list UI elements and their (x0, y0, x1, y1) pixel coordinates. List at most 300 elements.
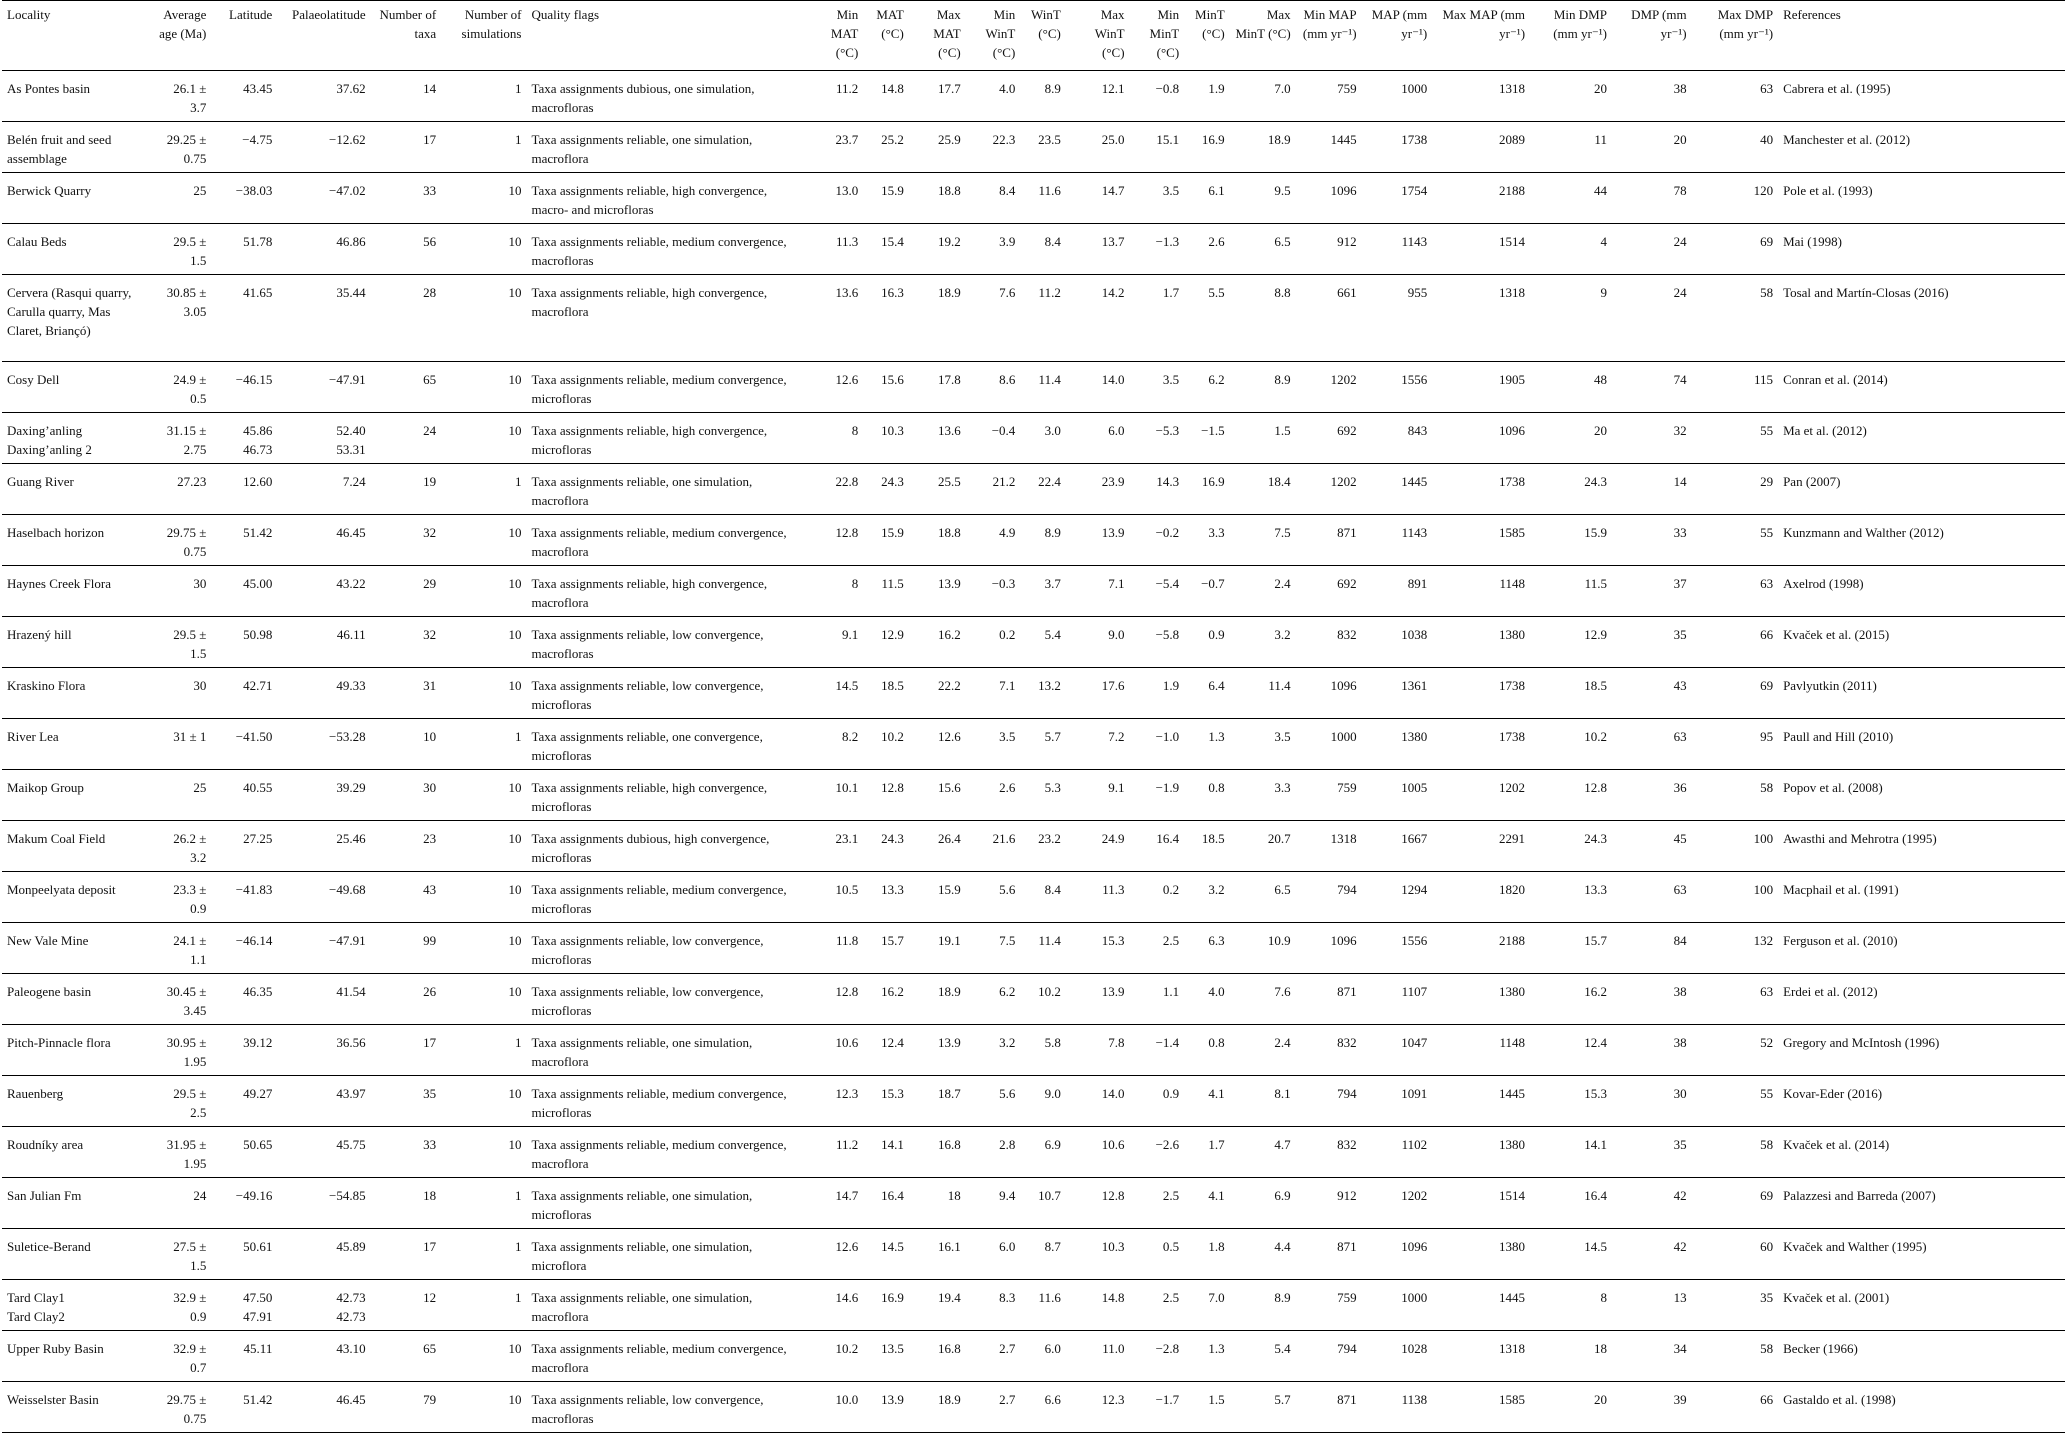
climate-value-cell: 1005 (1362, 770, 1433, 821)
climate-value-cell: 1294 (1362, 872, 1433, 923)
climate-value-cell: 3.5 (1130, 362, 1185, 413)
simulations-cell: 10 (441, 413, 526, 464)
climate-value-cell: 78 (1612, 173, 1692, 224)
palaeolatitude-cell-line: −47.91 (329, 933, 366, 948)
locality-cell (2, 1280, 152, 1331)
climate-value-cell: 692 (1296, 566, 1362, 617)
palaeolatitude-cell-line: 43.97 (336, 1086, 366, 1101)
climate-value-cell: 1.1 (1130, 974, 1185, 1025)
palaeolatitude-cell (277, 617, 370, 668)
quality-flags-cell: Taxa assignments reliable, one convergence, microfloras (527, 719, 804, 770)
climate-value-cell: 8 (1530, 1280, 1612, 1331)
latitude-cell-line: −41.83 (235, 882, 273, 897)
locality-cell (2, 413, 152, 464)
climate-value-cell: 10.7 (1020, 1178, 1066, 1229)
climate-value-cell: 3.9 (966, 224, 1021, 275)
simulations-cell: 1 (441, 1280, 526, 1331)
climate-value-cell: 1380 (1432, 1229, 1530, 1280)
climate-value-cell: 2.7 (966, 1331, 1021, 1382)
climate-value-cell: 10.6 (1066, 1127, 1130, 1178)
climate-value-cell: 1000 (1296, 719, 1362, 770)
climate-value-cell: 42 (1612, 1229, 1692, 1280)
climate-value-cell: 132 (1692, 923, 1778, 974)
climate-value-cell: 32 (1612, 413, 1692, 464)
climate-value-cell: 794 (1296, 872, 1362, 923)
climate-value-cell: 13.9 (1066, 974, 1130, 1025)
taxa-count-cell: 10 (371, 719, 442, 770)
climate-value-cell: 1585 (1432, 1382, 1530, 1433)
climate-value-cell: 1318 (1432, 71, 1530, 122)
climate-value-cell: 13.9 (1066, 515, 1130, 566)
climate-value-cell: 1047 (1362, 1025, 1433, 1076)
palaeolatitude-cell-line: 46.86 (336, 234, 366, 249)
latitude-cell (211, 1178, 277, 1229)
locality-cell-line: As Pontes basin (7, 81, 91, 96)
locality-cell-line: Paleogene basin (7, 984, 92, 999)
latitude-cell-line: 46.35 (243, 984, 273, 999)
reference-cell: Erdei et al. (2012) (1778, 974, 2065, 1025)
climate-value-cell: 14.5 (803, 668, 863, 719)
latitude-cell (211, 1382, 277, 1433)
climate-value-cell: 759 (1296, 71, 1362, 122)
quality-flags-cell: Taxa assignments reliable, low convergence, macrofloras (527, 1382, 804, 1433)
climate-value-cell: 35 (1612, 617, 1692, 668)
climate-value-cell: 11.0 (1066, 1331, 1130, 1382)
age-cell: 27.5 ± 1.5 (152, 1229, 211, 1280)
palaeolatitude-cell (277, 71, 370, 122)
climate-value-cell: 16.8 (909, 1127, 966, 1178)
simulations-cell: 10 (441, 362, 526, 413)
climate-value-cell: 95 (1692, 719, 1778, 770)
climate-value-cell: 1445 (1362, 464, 1433, 515)
palaeolatitude-cell (277, 1280, 370, 1331)
column-header: Quality flags (527, 1, 804, 71)
climate-value-cell: 11.3 (1066, 872, 1130, 923)
climate-value-cell: 26.4 (909, 821, 966, 872)
reference-cell: Gregory and McIntosh (1996) (1778, 1025, 2065, 1076)
latitude-cell-line: 51.78 (243, 234, 273, 249)
climate-value-cell: 15.3 (1066, 923, 1130, 974)
climate-value-cell: 871 (1296, 974, 1362, 1025)
reference-cell: Kunzmann and Walther (2012) (1778, 515, 2065, 566)
climate-value-cell: 1148 (1432, 1025, 1530, 1076)
climate-value-cell: 38 (1612, 1025, 1692, 1076)
climate-value-cell: 13.6 (909, 413, 966, 464)
climate-value-cell: 9.5 (1230, 173, 1296, 224)
reference-cell: Becker (1966) (1778, 1331, 2065, 1382)
climate-value-cell: 13.3 (863, 872, 909, 923)
latitude-cell (211, 1025, 277, 1076)
climate-value-cell: 1318 (1432, 1331, 1530, 1382)
palaeolatitude-cell (277, 1178, 370, 1229)
latitude-cell (211, 1280, 277, 1331)
quality-flags-cell: Taxa assignments reliable, low convergence, microfloras (527, 923, 804, 974)
climate-value-cell: 18 (1530, 1331, 1612, 1382)
table-row (2, 821, 2065, 872)
palaeolatitude-cell (277, 770, 370, 821)
climate-value-cell: 6.2 (966, 974, 1021, 1025)
taxa-count-cell: 24 (371, 413, 442, 464)
climate-value-cell: 58 (1692, 1331, 1778, 1382)
age-cell: 32.9 ± 0.9 (152, 1280, 211, 1331)
climate-value-cell: 1096 (1362, 1229, 1433, 1280)
climate-value-cell: 14.0 (1066, 1076, 1130, 1127)
age-cell: 29.75 ± 0.75 (152, 1382, 211, 1433)
locality-cell (2, 173, 152, 224)
column-header: DMP (mm yr⁻¹) (1612, 1, 1692, 71)
climate-value-cell: 2188 (1432, 923, 1530, 974)
climate-value-cell: 11.3 (803, 224, 863, 275)
reference-cell: Pole et al. (1993) (1778, 173, 2065, 224)
climate-value-cell: 30 (1612, 1076, 1692, 1127)
reference-cell: Gastaldo et al. (1998) (1778, 1382, 2065, 1433)
climate-value-cell: 891 (1362, 566, 1433, 617)
climate-value-cell: 16.4 (1130, 821, 1185, 872)
climate-value-cell: 84 (1612, 923, 1692, 974)
palaeolatitude-cell (277, 821, 370, 872)
climate-value-cell: 7.0 (1230, 71, 1296, 122)
climate-value-cell: 3.3 (1230, 770, 1296, 821)
climate-value-cell: 8.4 (966, 173, 1021, 224)
quality-flags-cell: Taxa assignments dubious, one simulation, macrofloras (527, 71, 804, 122)
climate-value-cell: 10.0 (803, 1382, 863, 1433)
climate-value-cell: 12.6 (909, 719, 966, 770)
simulations-cell: 10 (441, 1382, 526, 1433)
climate-value-cell: 1202 (1432, 770, 1530, 821)
column-header: Min DMP (mm yr⁻¹) (1530, 1, 1612, 71)
climate-value-cell: 7.0 (1184, 1280, 1230, 1331)
climate-value-cell: 12.3 (1066, 1382, 1130, 1433)
simulations-cell: 1 (441, 1229, 526, 1280)
climate-value-cell: 25.9 (909, 122, 966, 173)
palaeolatitude-cell-line: −12.62 (329, 132, 366, 147)
climate-value-cell: 10.2 (803, 1331, 863, 1382)
climate-value-cell: 10.2 (1530, 719, 1612, 770)
latitude-cell-line: 39.12 (243, 1035, 273, 1050)
latitude-cell (211, 872, 277, 923)
climate-value-cell: 2291 (1432, 821, 1530, 872)
reference-cell: Awasthi and Mehrotra (1995) (1778, 821, 2065, 872)
climate-value-cell: −1.7 (1130, 1382, 1185, 1433)
reference-cell: Kvaček et al. (2014) (1778, 1127, 2065, 1178)
climate-value-cell: −5.3 (1130, 413, 1185, 464)
table-row (2, 974, 2065, 1025)
climate-value-cell: 25.2 (863, 122, 909, 173)
climate-value-cell: 10.6 (803, 1025, 863, 1076)
simulations-cell: 10 (441, 872, 526, 923)
latitude-cell-line: −4.75 (242, 132, 273, 147)
climate-value-cell: 0.9 (1130, 1076, 1185, 1127)
climate-value-cell: 1143 (1362, 224, 1433, 275)
column-header: Number of simulations (441, 1, 526, 71)
climate-value-cell: 8.8 (1230, 275, 1296, 362)
age-cell: 31.95 ± 1.95 (152, 1127, 211, 1178)
simulations-cell: 1 (441, 719, 526, 770)
climate-value-cell: 4.4 (1230, 1229, 1296, 1280)
climate-value-cell: 15.4 (863, 224, 909, 275)
climate-value-cell: 1.7 (1184, 1127, 1230, 1178)
climate-value-cell: 6.0 (966, 1229, 1021, 1280)
climate-value-cell: 1000 (1362, 1280, 1433, 1331)
locality-cell (2, 821, 152, 872)
table-row (2, 668, 2065, 719)
climate-value-cell: 37 (1612, 566, 1692, 617)
climate-value-cell: 4.1 (1184, 1178, 1230, 1229)
climate-value-cell: 7.6 (1230, 974, 1296, 1025)
climate-value-cell: 14.6 (803, 1280, 863, 1331)
climate-value-cell: 1096 (1296, 923, 1362, 974)
climate-value-cell: 69 (1692, 668, 1778, 719)
climate-value-cell: 12.8 (803, 515, 863, 566)
climate-value-cell: 18.5 (1184, 821, 1230, 872)
simulations-cell: 10 (441, 1127, 526, 1178)
climate-value-cell: 4.1 (1184, 1076, 1230, 1127)
climate-value-cell: 24.9 (1066, 821, 1130, 872)
climate-value-cell: 9.0 (1066, 617, 1130, 668)
locality-cell-line: New Vale Mine (7, 933, 89, 948)
climate-value-cell: 5.7 (1020, 719, 1066, 770)
palaeolatitude-cell (277, 515, 370, 566)
climate-value-cell: 1038 (1362, 617, 1433, 668)
locality-cell (2, 275, 152, 362)
quality-flags-cell: Taxa assignments reliable, one simulation, macroflora (527, 1280, 804, 1331)
locality-cell-line: Cosy Dell (7, 372, 60, 387)
latitude-cell-line: −38.03 (235, 183, 273, 198)
locality-cell (2, 719, 152, 770)
palaeolatitude-cell-line: 45.75 (336, 1137, 366, 1152)
taxa-count-cell: 18 (371, 1178, 442, 1229)
climate-value-cell: 8.4 (1020, 224, 1066, 275)
table-row (2, 617, 2065, 668)
climate-value-cell: 2089 (1432, 122, 1530, 173)
climate-value-cell: 9.1 (803, 617, 863, 668)
latitude-cell-line: 45.00 (243, 576, 273, 591)
climate-value-cell: 18.8 (909, 515, 966, 566)
climate-value-cell: 6.5 (1230, 872, 1296, 923)
climate-value-cell: 912 (1296, 1178, 1362, 1229)
column-header: Min MAT (°C) (803, 1, 863, 71)
table-row (2, 719, 2065, 770)
latitude-cell-line: −49.16 (235, 1188, 273, 1203)
palaeolatitude-cell (277, 275, 370, 362)
latitude-cell-line: 50.98 (243, 627, 273, 642)
climate-value-cell: 6.0 (1020, 1331, 1066, 1382)
quality-flags-cell: Taxa assignments reliable, low convergence, microfloras (527, 668, 804, 719)
locality-cell (2, 224, 152, 275)
locality-cell-line: Kraskino Flora (7, 678, 86, 693)
simulations-cell: 10 (441, 668, 526, 719)
climate-value-cell: 1096 (1296, 668, 1362, 719)
table-row (2, 515, 2065, 566)
climate-value-cell: 16.8 (909, 1331, 966, 1382)
climate-value-cell: 18.5 (1530, 668, 1612, 719)
climate-value-cell: 1096 (1296, 173, 1362, 224)
climate-value-cell: 11.2 (803, 1127, 863, 1178)
table-row (2, 1178, 2065, 1229)
palaeolatitude-cell (277, 668, 370, 719)
climate-value-cell: 15.9 (863, 515, 909, 566)
table-row (2, 1280, 2065, 1331)
simulations-cell: 10 (441, 770, 526, 821)
locality-cell-line: Haynes Creek Flora (7, 576, 111, 591)
age-cell: 32.9 ± 0.7 (152, 1331, 211, 1382)
climate-value-cell: 24 (1612, 275, 1692, 362)
climate-value-cell: 17.6 (1066, 668, 1130, 719)
climate-value-cell: 10.3 (1066, 1229, 1130, 1280)
climate-value-cell: 29 (1692, 464, 1778, 515)
climate-value-cell: −0.7 (1184, 566, 1230, 617)
quality-flags-cell: Taxa assignments reliable, medium convergence, microfloras (527, 872, 804, 923)
climate-value-cell: 8.9 (1230, 1280, 1296, 1331)
palaeolatitude-cell-line: 46.45 (336, 1392, 366, 1407)
climate-value-cell: −0.8 (1130, 71, 1185, 122)
climate-value-cell: −2.8 (1130, 1331, 1185, 1382)
climate-value-cell: 1738 (1362, 122, 1433, 173)
climate-value-cell: 16.2 (909, 617, 966, 668)
climate-value-cell: 55 (1692, 1076, 1778, 1127)
climate-value-cell: 14.7 (803, 1178, 863, 1229)
climate-value-cell: 38 (1612, 974, 1692, 1025)
quality-flags-cell: Taxa assignments reliable, high convergence, macroflora (527, 275, 804, 362)
age-cell: 30.95 ± 1.95 (152, 1025, 211, 1076)
locality-cell-line: Daxing’anling (7, 423, 83, 438)
climate-value-cell: 1380 (1362, 719, 1433, 770)
palaeolatitude-cell-line: −47.02 (329, 183, 366, 198)
climate-value-cell: 1445 (1432, 1076, 1530, 1127)
climate-value-cell: 120 (1692, 173, 1778, 224)
climate-value-cell: 1738 (1432, 719, 1530, 770)
climate-value-cell: 5.7 (1230, 1382, 1296, 1433)
latitude-cell-line: 47.50 (243, 1290, 273, 1305)
palaeolatitude-cell-line: 39.29 (336, 780, 366, 795)
column-header: WinT (°C) (1020, 1, 1066, 71)
palaeolatitude-cell-line: 53.31 (336, 442, 366, 457)
palaeolatitude-cell-line: 37.62 (336, 81, 366, 96)
climate-value-cell: 14.8 (863, 71, 909, 122)
palaeolatitude-cell-line: −47.91 (329, 372, 366, 387)
table-row (2, 1127, 2065, 1178)
climate-value-cell: 100 (1692, 872, 1778, 923)
climate-value-cell: 11.4 (1230, 668, 1296, 719)
climate-value-cell: 16.3 (863, 275, 909, 362)
climate-value-cell: 44 (1530, 173, 1612, 224)
latitude-cell-line: 42.71 (243, 678, 273, 693)
climate-value-cell: 1138 (1362, 1382, 1433, 1433)
simulations-cell: 10 (441, 173, 526, 224)
climate-value-cell: 4.7 (1230, 1127, 1296, 1178)
climate-value-cell: 16.9 (1184, 122, 1230, 173)
taxa-count-cell: 17 (371, 122, 442, 173)
latitude-cell (211, 413, 277, 464)
climate-value-cell: 12.4 (863, 1025, 909, 1076)
quality-flags-cell: Taxa assignments reliable, high convergence, macroflora (527, 566, 804, 617)
climate-value-cell: 13.3 (1530, 872, 1612, 923)
palaeolatitude-cell (277, 1025, 370, 1076)
locality-cell (2, 668, 152, 719)
climate-value-cell: 13 (1612, 1280, 1692, 1331)
climate-value-cell: 2.4 (1230, 566, 1296, 617)
climate-value-cell: 39 (1612, 1382, 1692, 1433)
locality-cell-line: Guang River (7, 474, 74, 489)
locality-cell (2, 770, 152, 821)
column-header: Max MAP (mm yr⁻¹) (1432, 1, 1530, 71)
palaeolatitude-cell-line: 45.89 (336, 1239, 366, 1254)
locality-cell (2, 122, 152, 173)
climate-value-cell: 2.5 (1130, 1280, 1185, 1331)
climate-value-cell: 15.7 (863, 923, 909, 974)
climate-value-cell: −0.2 (1130, 515, 1185, 566)
reference-cell: Kvaček et al. (2015) (1778, 617, 2065, 668)
climate-value-cell: 1.3 (1184, 1331, 1230, 1382)
climate-value-cell: 0.9 (1184, 617, 1230, 668)
climate-value-cell: 58 (1692, 275, 1778, 362)
climate-value-cell: 832 (1296, 617, 1362, 668)
table-row (2, 413, 2065, 464)
climate-value-cell: 63 (1692, 71, 1778, 122)
climate-value-cell: 16.1 (909, 1229, 966, 1280)
climate-value-cell: 16.2 (1530, 974, 1612, 1025)
quality-flags-cell: Taxa assignments reliable, medium convergence, macroflora (527, 1127, 804, 1178)
latitude-cell-line: 51.42 (243, 1392, 273, 1407)
palaeolatitude-cell (277, 923, 370, 974)
taxa-count-cell: 33 (371, 173, 442, 224)
climate-value-cell: 1102 (1362, 1127, 1433, 1178)
climate-value-cell: 8.2 (803, 719, 863, 770)
climate-value-cell: 11 (1530, 122, 1612, 173)
climate-value-cell: 6.5 (1230, 224, 1296, 275)
climate-value-cell: 1318 (1432, 275, 1530, 362)
climate-value-cell: 20 (1530, 71, 1612, 122)
quality-flags-cell: Taxa assignments reliable, medium convergence, macroflora (527, 515, 804, 566)
taxa-count-cell: 12 (371, 1280, 442, 1331)
locality-cell (2, 1331, 152, 1382)
taxa-count-cell: 30 (371, 770, 442, 821)
palaeolatitude-cell (277, 872, 370, 923)
climate-value-cell: 22.4 (1020, 464, 1066, 515)
climate-value-cell: 1738 (1432, 668, 1530, 719)
palaeolatitude-cell-line: 7.24 (342, 474, 366, 489)
palaeolatitude-cell (277, 122, 370, 173)
palaeolatitude-cell (277, 1331, 370, 1382)
quality-flags-cell: Taxa assignments reliable, one simulation, microfloras (527, 1178, 804, 1229)
locality-cell-line: Makum Coal Field (7, 831, 106, 846)
reference-cell: Paull and Hill (2010) (1778, 719, 2065, 770)
climate-value-cell: 0.8 (1184, 770, 1230, 821)
climate-value-cell: 2.6 (966, 770, 1021, 821)
palaeolatitude-cell (277, 413, 370, 464)
simulations-cell: 10 (441, 1331, 526, 1382)
climate-value-cell: 1667 (1362, 821, 1433, 872)
table-row (2, 770, 2065, 821)
latitude-cell-line: −46.15 (235, 372, 273, 387)
simulations-cell: 10 (441, 224, 526, 275)
quality-flags-cell: Taxa assignments reliable, one simulation, macroflora (527, 122, 804, 173)
palaeolatitude-cell (277, 566, 370, 617)
palaeolatitude-cell-line: 35.44 (336, 285, 366, 300)
climate-value-cell: 8.6 (966, 362, 1021, 413)
locality-cell-line: Suletice-Berand (7, 1239, 91, 1254)
climate-value-cell: 1318 (1296, 821, 1362, 872)
climate-value-cell: 16.2 (863, 974, 909, 1025)
palaeolatitude-cell-line: 25.46 (336, 831, 366, 846)
reference-cell: Macphail et al. (1991) (1778, 872, 2065, 923)
climate-value-cell: 8 (803, 413, 863, 464)
climate-value-cell: 24.3 (1530, 464, 1612, 515)
climate-value-cell: 63 (1692, 566, 1778, 617)
climate-value-cell: 6.3 (1184, 923, 1230, 974)
climate-value-cell: 13.7 (1066, 224, 1130, 275)
climate-value-cell: 9.4 (966, 1178, 1021, 1229)
